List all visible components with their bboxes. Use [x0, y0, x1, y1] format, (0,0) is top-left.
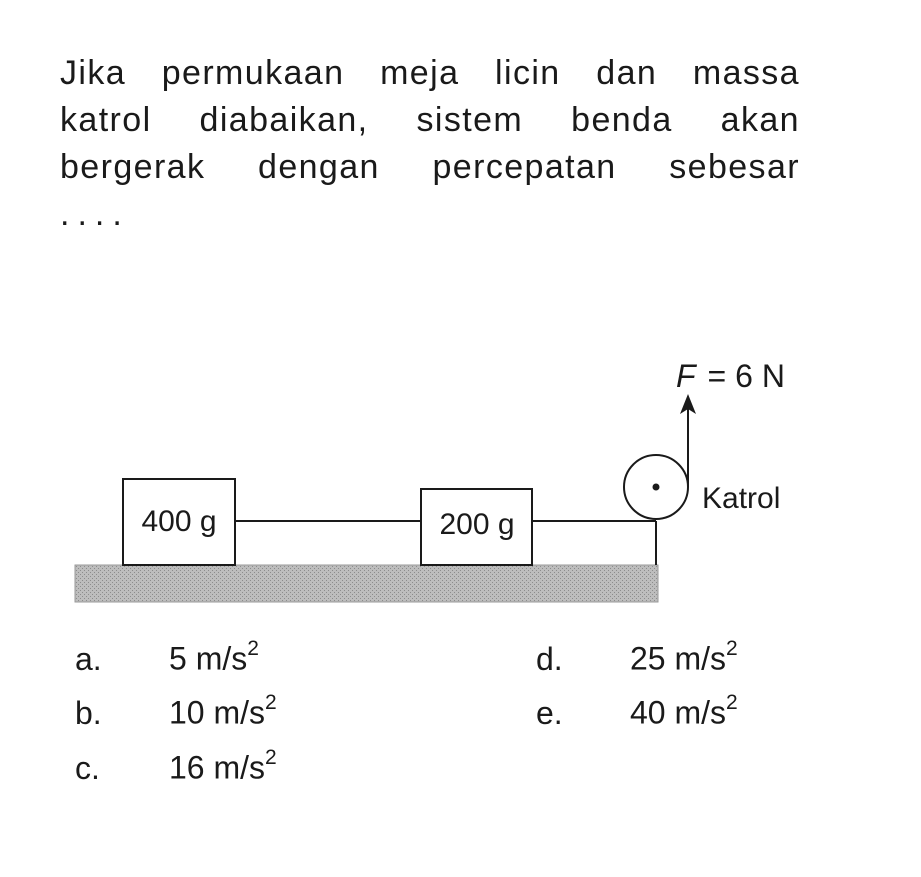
option-d[interactable] — [536, 637, 738, 678]
block-200g — [421, 489, 532, 565]
force-label — [676, 358, 785, 394]
block-400g — [123, 479, 235, 565]
option-value: 5 — [169, 640, 187, 677]
table-surface — [75, 565, 658, 602]
question-line: Jika permukaan meja licin dan massa — [60, 54, 800, 92]
option-unit: m/s — [674, 640, 727, 677]
option-a[interactable] — [75, 637, 259, 678]
force-value: = 6 N — [707, 358, 785, 394]
option-value: 16 — [169, 749, 205, 786]
question-line: bergerak dengan percepatan sebesar — [60, 148, 800, 186]
pulley-label: Katrol — [702, 482, 781, 515]
option-letter: b. — [75, 694, 102, 731]
option-exponent: 2 — [726, 637, 738, 660]
block-200g-label: 200 g — [439, 508, 515, 541]
option-unit: m/s — [213, 749, 266, 786]
option-exponent: 2 — [726, 691, 738, 714]
option-letter: d. — [536, 640, 563, 677]
option-exponent: 2 — [247, 637, 259, 660]
option-unit: m/s — [674, 694, 727, 731]
force-symbol: F — [676, 358, 696, 394]
option-letter: c. — [75, 749, 100, 786]
option-exponent: 2 — [265, 746, 277, 769]
option-e[interactable] — [536, 691, 738, 732]
option-unit: m/s — [195, 640, 248, 677]
option-value: 25 — [630, 640, 666, 677]
question-text — [60, 50, 800, 238]
option-value: 10 — [169, 694, 205, 731]
option-c[interactable] — [75, 746, 277, 787]
option-b[interactable] — [75, 691, 277, 732]
option-value: 40 — [630, 694, 666, 731]
question-line: katrol diabaikan, sistem benda akan — [60, 101, 800, 139]
option-exponent: 2 — [265, 691, 277, 714]
block-400g-label: 400 g — [141, 505, 217, 538]
option-unit: m/s — [213, 694, 266, 731]
question-ellipsis: .... — [60, 195, 130, 233]
pulley-icon — [624, 455, 688, 519]
option-letter: a. — [75, 640, 102, 677]
option-letter: e. — [536, 694, 563, 731]
pulley-system-diagram — [0, 330, 921, 620]
